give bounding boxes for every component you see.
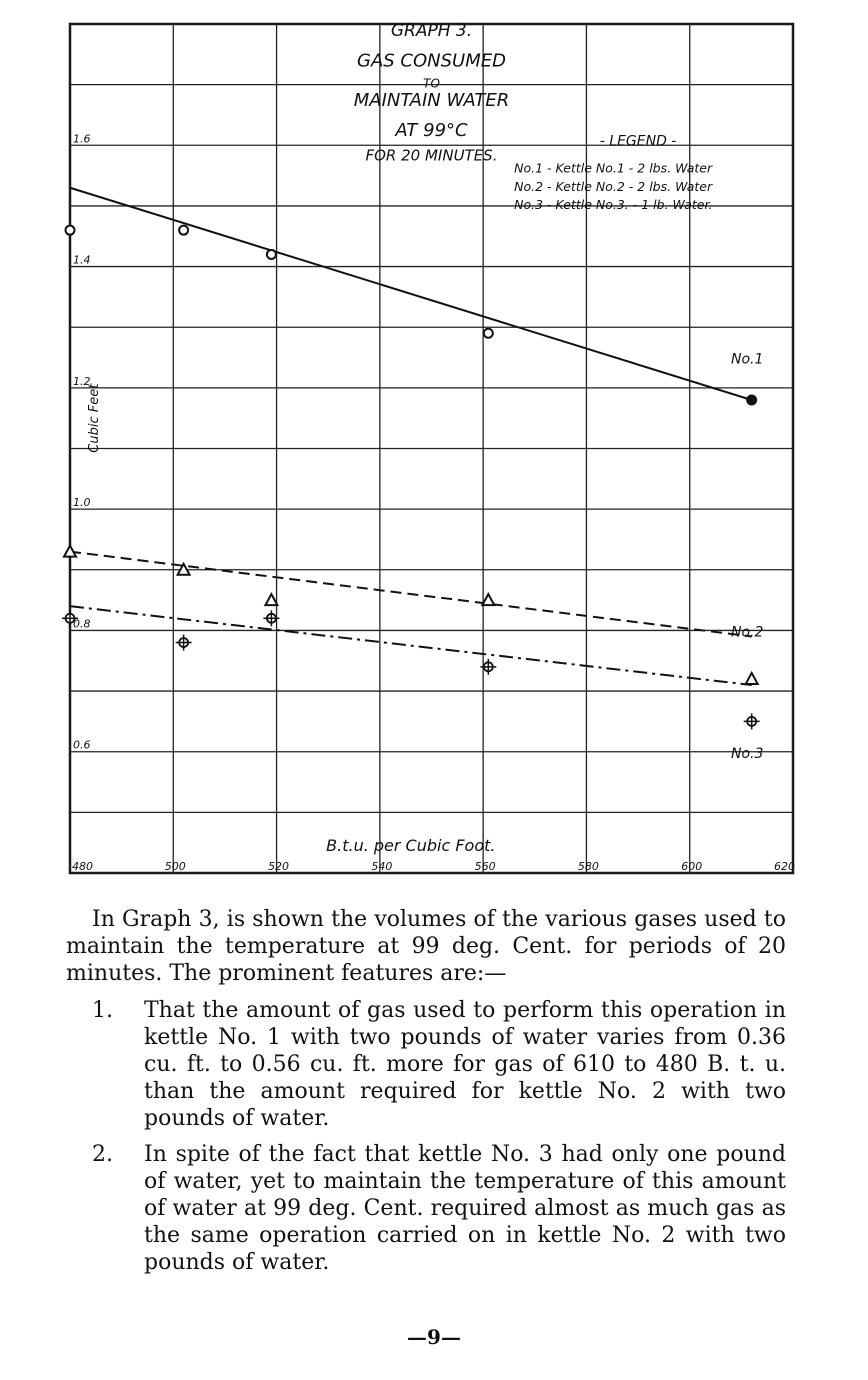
x-tick-label-5: 580 <box>577 860 599 873</box>
chart-title <box>354 21 510 164</box>
series-line-1 <box>70 188 752 400</box>
y-tick-label-0: 0.6 <box>73 738 91 752</box>
triangle-marker <box>746 673 758 684</box>
x-tick-label-0: 480 <box>72 860 93 873</box>
feature-number-1: 1. <box>92 998 113 1023</box>
y-tick-label-2: 1.0 <box>73 496 91 510</box>
series-2-point-2 <box>265 594 277 605</box>
x-tick-label-1: 500 <box>164 860 186 873</box>
title-line-1: GAS CONSUMED <box>357 50 506 72</box>
series-label-2: No.2 <box>731 624 764 641</box>
title-line-4: AT 99°C <box>395 120 468 142</box>
feature-number-2: 2. <box>92 1142 113 1167</box>
series-2-point-0 <box>64 546 76 557</box>
feature-item-2 <box>66 1141 786 1276</box>
x-tick-label-4: 560 <box>474 860 496 873</box>
chart-series <box>62 188 764 762</box>
title-line-0: GRAPH 3. <box>390 21 473 42</box>
legend-entry-1: No.2 - Kettle No.2 - 2 lbs. Water <box>514 178 713 194</box>
intro-paragraph: In Graph 3, is shown the volumes of the various gases used to maintain the temperature at 99 deg. Cent. for periods of 20 minutes. The prominent features are:— <box>66 907 786 986</box>
series-line-3 <box>70 606 752 685</box>
series-1-point-4 <box>747 395 756 404</box>
series-1-point-1 <box>179 226 188 235</box>
legend-entry-0: No.1 - Kettle No.1 - 2 lbs. Water <box>514 160 713 176</box>
circle-marker <box>179 226 188 235</box>
series-line-2 <box>70 552 752 637</box>
triangle-marker <box>265 594 277 605</box>
y-tick-label-1: 0.8 <box>73 617 91 631</box>
legend-title: - LEGEND - <box>599 133 677 150</box>
y-tick-label-4: 1.4 <box>73 253 91 267</box>
series-1-point-3 <box>484 329 493 338</box>
series-3-point-4 <box>744 713 760 729</box>
series-3-point-1 <box>176 635 192 651</box>
triangle-marker <box>482 594 494 605</box>
circle-marker <box>267 250 276 259</box>
page-number: —9— <box>407 1325 461 1349</box>
feature-item-1 <box>66 997 786 1132</box>
series-label-1: No.1 <box>731 351 764 368</box>
legend-entry-2: No.3 - Kettle No.3. - 1 lb. Water. <box>514 196 713 212</box>
x-tick-label-6: 600 <box>681 860 703 873</box>
features-list <box>66 997 786 1276</box>
chart-axis-labels <box>72 132 795 873</box>
title-line-2: TO <box>423 76 440 91</box>
series-1-point-2 <box>267 250 276 259</box>
body-text <box>66 906 786 1285</box>
series-2-point-3 <box>482 594 494 605</box>
x-tick-label-3: 540 <box>371 860 393 873</box>
x-tick-label-7: 620 <box>774 860 795 873</box>
circle-marker <box>66 226 75 235</box>
triangle-marker <box>64 546 76 557</box>
title-line-3: MAINTAIN WATER <box>353 89 510 111</box>
circle-marker <box>747 395 756 404</box>
series-label-3: No.3 <box>731 745 764 762</box>
feature-text-2: In spite of the fact that kettle No. 3 had only one pound of water, yet to maintain the temperature of this amount of water at 99 deg. Cent. required almost as much gas as the same operation carried on in kettle No. 2 with two pounds of water. <box>144 1142 786 1275</box>
series-2-point-4 <box>746 673 758 684</box>
series-1-point-0 <box>66 226 75 235</box>
x-tick-label-2: 520 <box>268 860 290 873</box>
x-axis-label: B.t.u. per Cubic Foot. <box>326 836 496 855</box>
circle-marker <box>484 329 493 338</box>
y-axis-label: Cubic Feet <box>87 383 102 453</box>
title-line-5: FOR 20 MINUTES. <box>365 146 498 165</box>
feature-text-1: That the amount of gas used to perform this operation in kettle No. 1 with two pounds of water varies from 0.36 cu. ft. to 0.56 cu. ft. more for gas of 610 to 480 B. t. u. than the amount required for kettle No. 2 with two pounds of water. <box>144 998 786 1131</box>
y-tick-label-5: 1.6 <box>73 132 91 146</box>
y-tick-label-3: 1.2 <box>73 374 91 388</box>
